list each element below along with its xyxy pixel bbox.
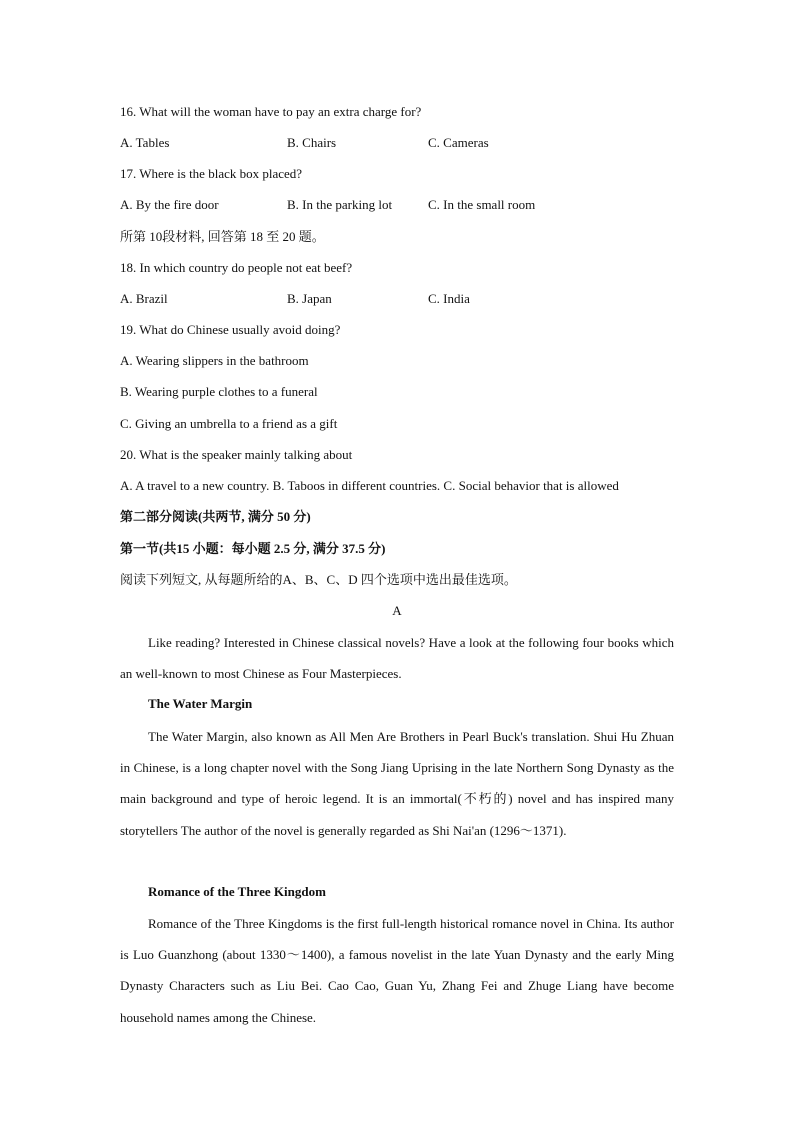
q18-option-b: B. Japan [287, 291, 332, 306]
question-18: 18. In which country do people not eat beef? [120, 260, 353, 275]
q16-option-b: B. Chairs [287, 135, 337, 150]
book1-text: The Water Margin, also known as All Men Are Brothers in Pearl Buck's translation. Shui Hu Zhuan in Chinese, is a long chapter novel with the Song Jiang Uprising in the late Northern Song Dynasty as the main background and type of heroic legend. It is an immortal(不朽的) novel and has inspired many storytellers The author of the novel is generally regarded as Shi Nai'an (1296～1371). [120, 729, 674, 838]
q19-option-b: B. Wearing purple clothes to a funeral [120, 384, 318, 399]
q17-option-a: A. By the fire door [120, 197, 219, 212]
passage-intro: Like reading? Interested in Chinese classical novels? Have a look at the following four books which an well-known to most Chinese as Four Masterpieces. [120, 635, 674, 682]
q19-option-c: C. Giving an umbrella to a friend as a gift [120, 416, 338, 431]
section1-title: 第一节(共15 小题：每小题 2.5 分, 满分 37.5 分) [120, 541, 386, 556]
book2-text: Romance of the Three Kingdoms is the first full-length historical romance novel in China. Its author is Luo Guanzhong (about 1330～1400), a famous novelist in the late Yuan Dynasty and the early Ming Dynasty Characters such as Liu Bei. Cao Cao, Guan Yu, Zhang Fei and Zhuge Liang have become household names among the Chinese. [120, 916, 674, 1025]
q19-option-a: A. Wearing slippers in the bathroom [120, 353, 309, 368]
passage-label: A [392, 603, 402, 618]
q16-option-a: A. Tables [120, 135, 170, 150]
q20-options: A. A travel to a new country. B. Taboos in different countries. C. Social behavior that is allowed [120, 478, 619, 493]
q17-option-c: C. In the small room [428, 197, 536, 212]
q16-option-c: C. Cameras [428, 135, 489, 150]
question-20: 20. What is the speaker mainly talking about [120, 447, 353, 462]
q17-option-b: B. In the parking lot [287, 197, 393, 212]
book1-title: The Water Margin [148, 696, 253, 711]
part2-title: 第二部分阅读(共两节, 满分 50 分) [120, 509, 311, 524]
q18-option-c: C. India [428, 291, 470, 306]
book2-title: Romance of the Three Kingdom [148, 884, 326, 899]
question-19: 19. What do Chinese usually avoid doing? [120, 322, 341, 337]
reading-instruction: 阅读下列短文, 从每题所给的A、B、C、D 四个选项中选出最佳选项。 [120, 572, 517, 587]
material-note: 所第 10段材料, 回答第 18 至 20 题。 [120, 229, 325, 244]
question-16: 16. What will the woman have to pay an extra charge for? [120, 104, 422, 119]
q18-option-a: A. Brazil [120, 291, 168, 306]
question-17: 17. Where is the black box placed? [120, 166, 303, 181]
